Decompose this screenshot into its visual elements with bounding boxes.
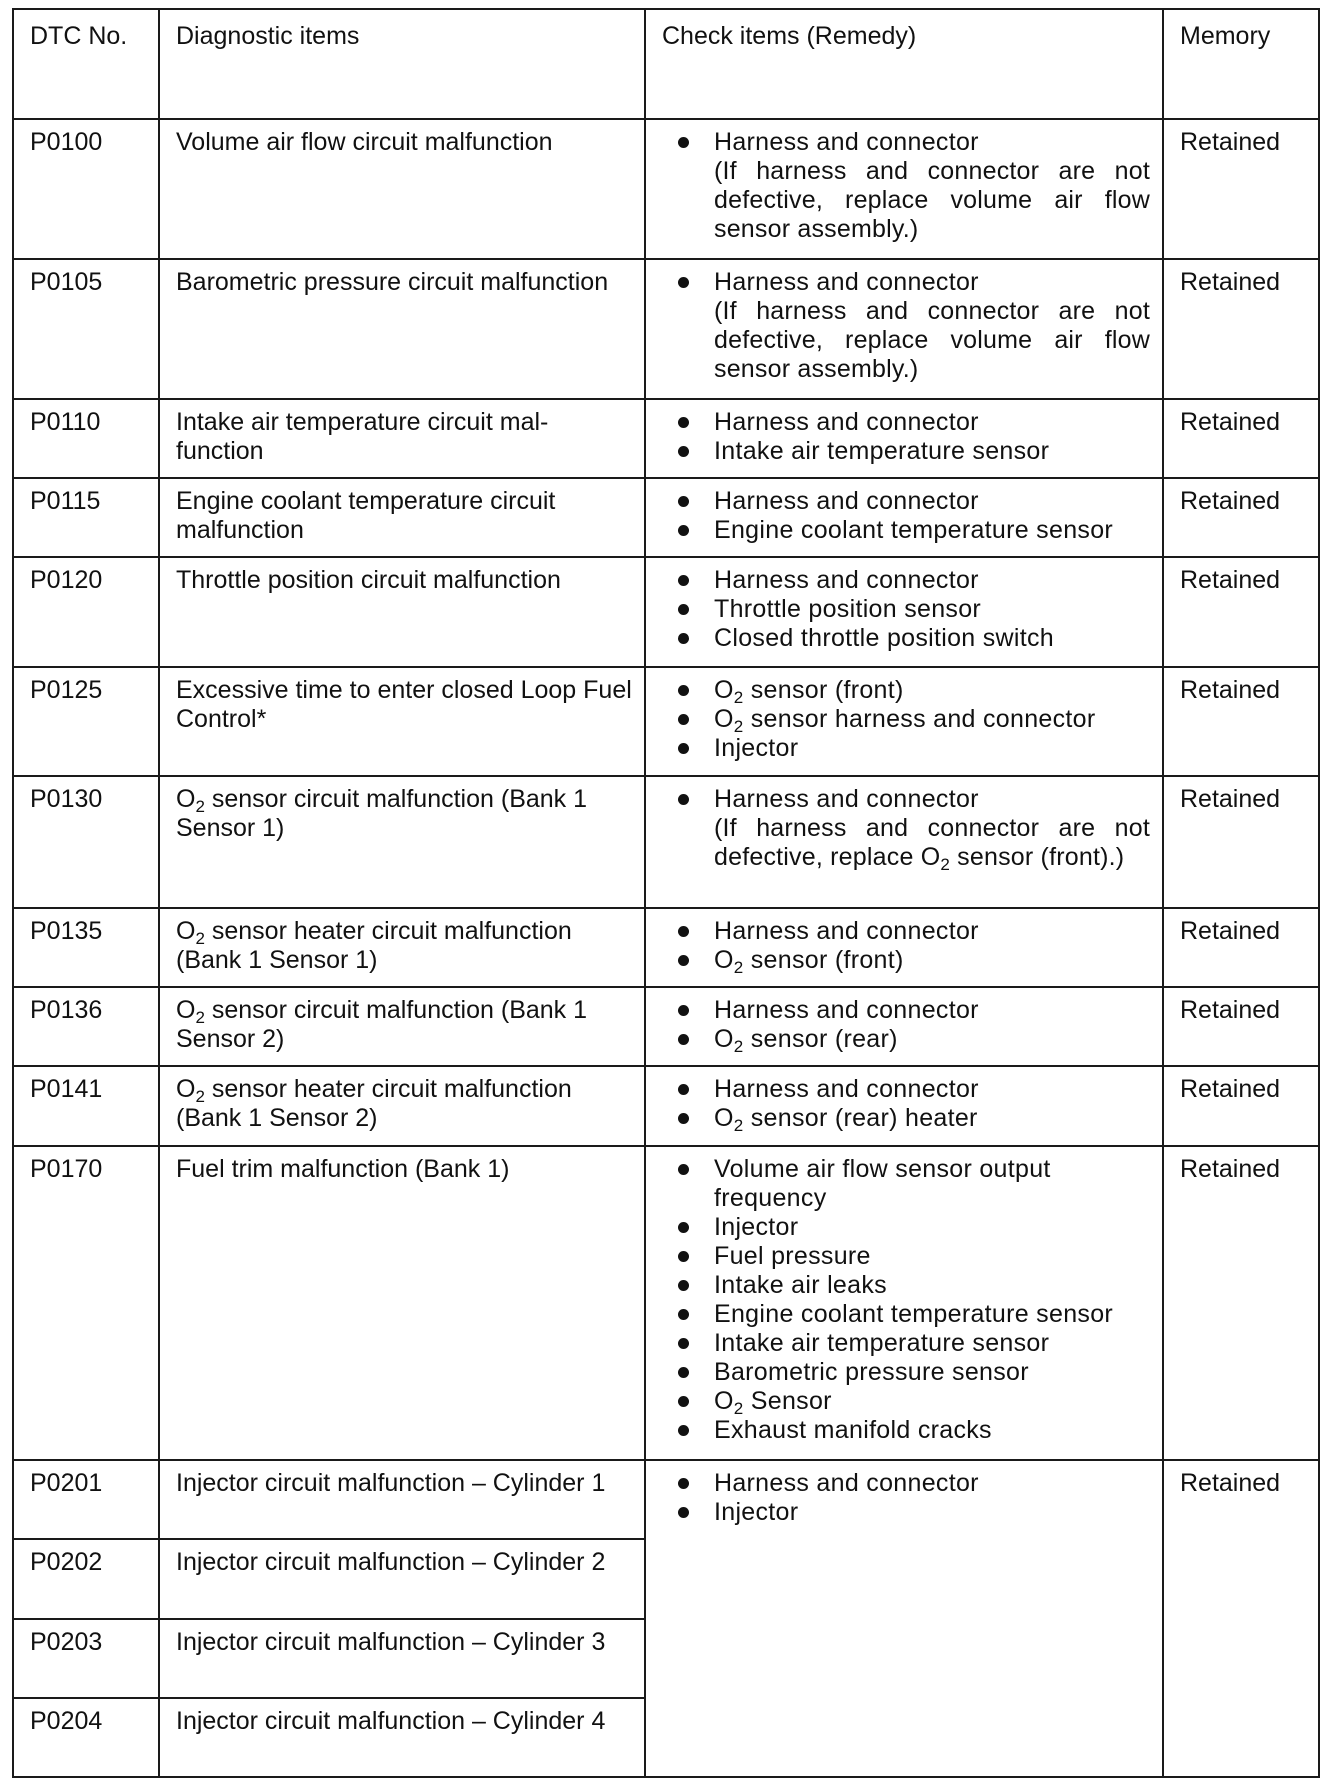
check-item: Fuel pressure: [662, 1242, 1150, 1271]
table-row: [13, 399, 1319, 478]
header-row: [13, 9, 1319, 119]
table-row: [13, 1066, 1319, 1145]
dtc-code: P0135: [13, 908, 159, 987]
check-items-cell: [645, 399, 1163, 478]
dtc-code: P0120: [13, 557, 159, 667]
diagnostic-item: Barometric pressure circuit malfunction: [159, 259, 645, 399]
dtc-table-page: [12, 8, 1318, 1778]
diagnostic-item: Injector circuit malfunction – Cylinder 1: [159, 1460, 645, 1539]
check-item: $O_2$ sensor (front): [662, 676, 1150, 705]
check-item: Harness and connector: [662, 1469, 1150, 1498]
check-item: Intake air temperature sensor: [662, 437, 1150, 466]
diagnostic-item: Fuel trim malfunction (Bank 1): [159, 1146, 645, 1461]
check-item: Harness and connector: [662, 1075, 1150, 1104]
check-items-cell: [645, 1146, 1163, 1461]
memory-status: Retained: [1163, 119, 1319, 259]
check-list: [662, 917, 1150, 978]
check-list: [662, 1075, 1150, 1136]
dtc-code: P0115: [13, 478, 159, 557]
check-item: Harness and connector: [662, 917, 1150, 946]
dtc-code: P0105: [13, 259, 159, 399]
diagnostic-item: Injector circuit malfunction – Cylinder 4: [159, 1698, 645, 1777]
check-item: $O_2$ sensor (front): [662, 946, 1150, 975]
remedy-note: (If harness and connector are not defective, replace volume air flow sensor assembly.): [714, 296, 1150, 383]
memory-status: Retained: [1163, 1066, 1319, 1145]
table-row: [13, 1460, 1319, 1539]
table-row: [13, 1146, 1319, 1461]
dtc-code: P0141: [13, 1066, 159, 1145]
memory-status: Retained: [1163, 478, 1319, 557]
check-item: Injector: [662, 734, 1150, 763]
check-item: Engine coolant temperature sensor: [662, 516, 1150, 545]
table-row: [13, 557, 1319, 667]
check-item: Intake air temperature sensor: [662, 1329, 1150, 1358]
check-items-cell: [645, 259, 1163, 399]
check-item: Harness and connector: [662, 566, 1150, 595]
check-items-cell: [645, 119, 1163, 259]
check-list: [662, 1155, 1150, 1445]
check-item: Harness and connector: [662, 996, 1150, 1025]
check-list: [662, 676, 1150, 763]
check-item: Injector: [662, 1498, 1150, 1527]
memory-status: Retained: [1163, 557, 1319, 667]
header-dtc-no: DTC No.: [13, 9, 159, 119]
check-item: Barometric pressure sensor: [662, 1358, 1150, 1387]
check-item: Injector: [662, 1213, 1150, 1242]
check-items-cell: [645, 667, 1163, 777]
dtc-code: P0100: [13, 119, 159, 259]
check-list: [662, 268, 1150, 297]
check-list: [662, 128, 1150, 157]
check-item: $O_2$ sensor (rear) heater: [662, 1104, 1150, 1133]
check-item: Harness and connector: [662, 408, 1150, 437]
dtc-code: P0136: [13, 987, 159, 1066]
diagnostic-item: Engine coolant temperature circuit malfunction: [159, 478, 645, 557]
dtc-code: P0130: [13, 776, 159, 908]
check-items-cell: [645, 1066, 1163, 1145]
dtc-table: [12, 8, 1320, 1778]
diagnostic-item: $O_2$ sensor circuit malfunction (Bank 1 Sensor 1): [159, 776, 645, 908]
check-list: [662, 487, 1150, 545]
check-item: $O_2$ sensor harness and connector: [662, 705, 1150, 734]
table-row: [13, 259, 1319, 399]
check-list: [662, 996, 1150, 1057]
dtc-code: P0203: [13, 1619, 159, 1698]
dtc-code: P0170: [13, 1146, 159, 1461]
check-item: $O_2$ sensor (rear): [662, 1025, 1150, 1054]
check-item: Volume air flow sensor output frequency: [662, 1155, 1150, 1213]
diagnostic-item: $O_2$ sensor heater circuit malfunction (Bank 1 Sensor 2): [159, 1066, 645, 1145]
memory-status: Retained: [1163, 667, 1319, 777]
header-memory: Memory: [1163, 9, 1319, 119]
check-items-cell: [645, 776, 1163, 908]
diagnostic-item: $O_2$ sensor circuit malfunction (Bank 1 Sensor 2): [159, 987, 645, 1066]
header-diagnostic-items: Diagnostic items: [159, 9, 645, 119]
check-item: Harness and connector: [662, 785, 1150, 814]
check-list: [662, 566, 1150, 653]
memory-status: Retained: [1163, 1146, 1319, 1461]
diagnostic-item: Volume air flow circuit malfunction: [159, 119, 645, 259]
memory-status: Retained: [1163, 1460, 1319, 1777]
table-row: [13, 908, 1319, 987]
check-items-cell: [645, 987, 1163, 1066]
memory-status: Retained: [1163, 776, 1319, 908]
check-list: [662, 1469, 1150, 1527]
diagnostic-item: Injector circuit malfunction – Cylinder 2: [159, 1539, 645, 1618]
memory-status: Retained: [1163, 908, 1319, 987]
check-items-cell: [645, 557, 1163, 667]
table-row: [13, 478, 1319, 557]
table-row: [13, 776, 1319, 908]
dtc-code: P0201: [13, 1460, 159, 1539]
check-item: Harness and connector: [662, 268, 1150, 297]
memory-status: Retained: [1163, 987, 1319, 1066]
check-items-cell: [645, 1460, 1163, 1777]
table-row: [13, 119, 1319, 259]
remedy-note: (If harness and connector are not defective, replace $O_2$ sensor (front).): [714, 814, 1150, 875]
remedy-note: (If harness and connector are not defective, replace volume air flow sensor assembly.): [714, 156, 1150, 243]
check-item: $O_2$ Sensor: [662, 1387, 1150, 1416]
check-list: [662, 408, 1150, 466]
diagnostic-item: $O_2$ sensor heater circuit malfunction (Bank 1 Sensor 1): [159, 908, 645, 987]
table-row: [13, 667, 1319, 777]
dtc-code: P0110: [13, 399, 159, 478]
diagnostic-item: Excessive time to enter closed Loop Fuel Control*: [159, 667, 645, 777]
header-check-items: Check items (Remedy): [645, 9, 1163, 119]
memory-status: Retained: [1163, 259, 1319, 399]
check-item: Harness and connector: [662, 487, 1150, 516]
table-row: [13, 987, 1319, 1066]
check-item: Intake air leaks: [662, 1271, 1150, 1300]
dtc-code: P0202: [13, 1539, 159, 1618]
dtc-code: P0204: [13, 1698, 159, 1777]
diagnostic-item: Injector circuit malfunction – Cylinder 3: [159, 1619, 645, 1698]
check-items-cell: [645, 478, 1163, 557]
diagnostic-item: Intake air temperature circuit mal-function: [159, 399, 645, 478]
check-item: Engine coolant temperature sensor: [662, 1300, 1150, 1329]
check-items-cell: [645, 908, 1163, 987]
check-list: [662, 785, 1150, 814]
check-item: Closed throttle position switch: [662, 624, 1150, 653]
check-item: Throttle position sensor: [662, 595, 1150, 624]
check-item: Exhaust manifold cracks: [662, 1416, 1150, 1445]
memory-status: Retained: [1163, 399, 1319, 478]
check-item: Harness and connector: [662, 128, 1150, 157]
dtc-code: P0125: [13, 667, 159, 777]
diagnostic-item: Throttle position circuit malfunction: [159, 557, 645, 667]
